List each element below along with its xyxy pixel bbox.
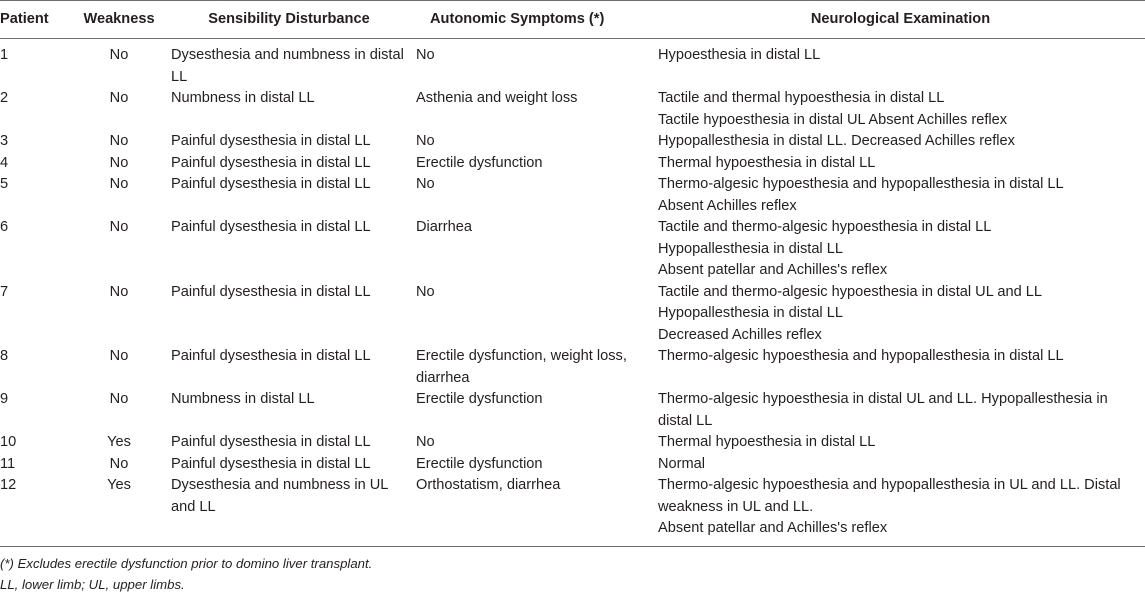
cell-sensibility: Numbness in distal LL <box>171 391 315 407</box>
cell-sensibility: Painful dysesthesia in distal LL <box>171 455 371 472</box>
cell-autonomic: Erectile dysfunction <box>416 391 543 407</box>
footnote-abbreviations: LL, lower limb; UL, upper limbs. <box>0 576 185 592</box>
neuro-finding: Hypopallesthesia in distal LL. Decreased Achilles reflex <box>658 133 1015 149</box>
cell-weakness: No <box>109 133 129 149</box>
neuro-finding: Absent patellar and Achilles's reflex <box>658 262 888 278</box>
cell-sensibility: Painful dysesthesia in distal LL <box>171 348 371 364</box>
cell-sensibility: Painful dysesthesia in distal LL <box>171 283 371 300</box>
cell-sensibility: Painful dysesthesia in distal LL <box>171 176 371 192</box>
cell-autonomic: Asthenia and weight loss <box>416 90 578 106</box>
cell-weakness: No <box>109 348 129 364</box>
table-row <box>0 217 1145 282</box>
cell-patient: 11 <box>0 455 16 472</box>
cell-weakness: No <box>109 455 129 472</box>
cell-neurological <box>656 346 1145 389</box>
neuro-finding: Absent Achilles reflex <box>658 197 797 214</box>
cell-patient: 9 <box>0 391 9 407</box>
header-autonomic: Autonomic Symptoms (*) <box>410 1 656 39</box>
cell-autonomic: No <box>416 47 435 63</box>
cell-patient: 3 <box>0 133 9 149</box>
table-row <box>0 131 1145 153</box>
cell-sensibility: Painful dysesthesia in distal LL <box>171 434 371 450</box>
table-row <box>0 432 1145 454</box>
table-row <box>0 389 1145 432</box>
table-row <box>0 153 1145 175</box>
cell-autonomic: No <box>416 434 435 450</box>
header-patient: Patient <box>0 1 70 39</box>
table-row <box>0 346 1145 389</box>
cell-autonomic: Erectile dysfunction <box>416 455 543 472</box>
cell-autonomic: Erectile dysfunction, weight loss, diarrhea <box>416 348 627 386</box>
cell-neurological <box>656 131 1145 153</box>
table-row <box>0 475 1145 546</box>
neuro-finding: Tactile hypoesthesia in distal UL Absent Achilles reflex <box>658 111 1008 128</box>
cell-weakness: No <box>109 154 129 171</box>
table-row <box>0 174 1145 217</box>
cell-patient: 5 <box>0 176 9 192</box>
neuro-finding: Hypopallesthesia in distal LL <box>658 240 843 257</box>
cell-weakness: No <box>109 283 129 300</box>
cell-neurological <box>656 88 1145 131</box>
cell-sensibility: Dysesthesia and numbness in distal LL <box>171 47 404 85</box>
cell-sensibility: Painful dysesthesia in distal LL <box>171 154 371 171</box>
neuro-finding: Absent patellar and Achilles's reflex <box>658 520 888 536</box>
table-body <box>0 39 1145 547</box>
table-header-row <box>0 1 1145 39</box>
cell-sensibility: Dysesthesia and numbness in UL and LL <box>168 475 410 546</box>
table-row <box>0 39 1145 89</box>
cell-autonomic: No <box>416 133 435 149</box>
cell-weakness: No <box>109 176 129 192</box>
neuro-finding: Thermo-algesic hypoesthesia in distal UL and LL. Hypopallesthesia in distal LL <box>658 391 1108 429</box>
cell-neurological <box>656 432 1145 454</box>
cell-autonomic: No <box>416 176 435 192</box>
table-footnotes <box>0 553 1145 595</box>
neuro-finding: Decreased Achilles reflex <box>658 326 822 343</box>
cell-neurological <box>656 454 1145 476</box>
cell-patient: 10 <box>0 434 17 450</box>
cell-sensibility: Painful dysesthesia in distal LL <box>171 133 371 149</box>
cell-autonomic: Erectile dysfunction <box>416 154 543 171</box>
cell-patient: 6 <box>0 219 9 235</box>
neuro-finding: Normal <box>658 455 706 472</box>
neuro-finding: Thermal hypoesthesia in distal LL <box>658 434 876 450</box>
cell-autonomic: No <box>416 283 435 300</box>
cell-neurological <box>656 389 1145 432</box>
cell-neurological <box>656 174 1145 217</box>
cell-patient: 1 <box>0 47 9 63</box>
cell-weakness: No <box>109 391 129 407</box>
cell-weakness: No <box>109 47 129 63</box>
cell-neurological <box>656 475 1145 546</box>
cell-neurological <box>656 282 1145 347</box>
cell-weakness: No <box>109 219 129 235</box>
cell-neurological <box>656 217 1145 282</box>
neuro-finding: Thermo-algesic hypoesthesia and hypopallesthesia in distal LL <box>658 176 1064 192</box>
header-neurological: Neurological Examination <box>656 1 1145 39</box>
cell-neurological <box>656 153 1145 175</box>
cell-weakness: Yes <box>70 475 168 546</box>
neuro-finding: Tactile and thermo-algesic hypoesthesia in distal LL <box>658 219 992 235</box>
neuro-finding: Tactile and thermal hypoesthesia in distal LL <box>658 90 945 106</box>
cell-weakness: Yes <box>107 434 131 450</box>
cell-patient: 8 <box>0 348 9 364</box>
neuro-finding: Hypoesthesia in distal LL <box>658 47 821 63</box>
cell-autonomic: Orthostatism, diarrhea <box>410 475 656 546</box>
cell-patient: 2 <box>0 90 9 106</box>
neuro-finding: Thermo-algesic hypoesthesia and hypopallesthesia in distal LL <box>658 348 1064 364</box>
footnote-asterisk: (*) Excludes erectile dysfunction prior to domino liver transplant. <box>0 555 373 571</box>
cell-sensibility: Painful dysesthesia in distal LL <box>171 219 371 235</box>
table-row <box>0 88 1145 131</box>
cell-weakness: No <box>109 90 129 106</box>
neuro-finding: Thermal hypoesthesia in distal LL <box>658 154 876 171</box>
neuro-finding: Thermo-algesic hypoesthesia and hypopallesthesia in UL and LL. Distal weakness in UL and LL. <box>658 477 1121 515</box>
neuro-finding: Tactile and thermo-algesic hypoesthesia in distal UL and LL <box>658 283 1042 300</box>
neuro-finding: Hypopallesthesia in distal LL <box>658 305 843 321</box>
table-row <box>0 454 1145 476</box>
cell-neurological <box>656 39 1145 89</box>
cell-patient: 4 <box>0 154 9 171</box>
cell-patient: 12 <box>0 475 70 546</box>
cell-patient: 7 <box>0 283 9 300</box>
cell-sensibility: Numbness in distal LL <box>171 90 315 106</box>
cell-autonomic: Diarrhea <box>416 219 472 235</box>
header-weakness: Weakness <box>70 1 168 39</box>
table-row <box>0 282 1145 347</box>
header-sensibility: Sensibility Disturbance <box>168 1 410 39</box>
